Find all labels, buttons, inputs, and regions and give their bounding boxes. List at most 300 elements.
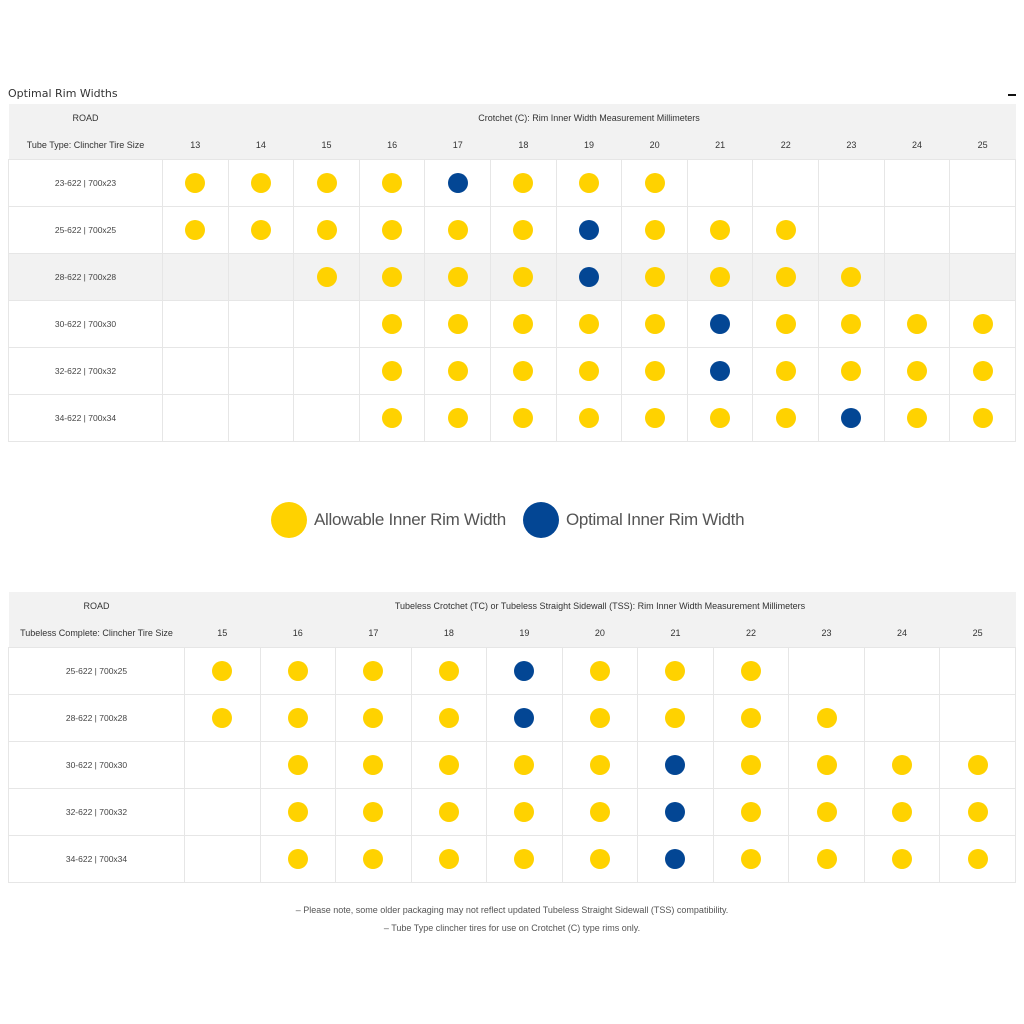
width-column-header: 25 [940, 619, 1016, 648]
width-cell [622, 160, 688, 207]
width-cell [228, 395, 294, 442]
allowable-dot-icon [382, 220, 402, 240]
allowable-dot-icon [513, 408, 533, 428]
size-column-label: Tube Type: Clincher Tire Size [9, 131, 163, 160]
allowable-dot-icon [590, 802, 610, 822]
allowable-dot-icon [579, 314, 599, 334]
width-cell [411, 648, 487, 695]
width-column-header: 18 [411, 619, 487, 648]
allowable-dot-icon [363, 661, 383, 681]
width-cell [622, 207, 688, 254]
allowable-dot-icon [968, 755, 988, 775]
tire-size-cell: 28-622 | 700x28 [9, 254, 163, 301]
width-cell [687, 160, 753, 207]
width-cell [487, 836, 563, 883]
allowable-dot-icon [645, 173, 665, 193]
width-cell [622, 254, 688, 301]
width-column-header: 23 [789, 619, 865, 648]
width-column-header: 18 [491, 131, 557, 160]
footnote: – Please note, some older packaging may not reflect updated Tubeless Straight Sidewall (TSS) compatibility. [295, 905, 729, 915]
width-cell [411, 836, 487, 883]
allowable-dot-icon [439, 708, 459, 728]
width-cell [884, 160, 950, 207]
allowable-dot-icon [212, 708, 232, 728]
footnote: – Tube Type clincher tires for use on Crotchet (C) type rims only. [383, 923, 641, 933]
allowable-dot-icon [382, 173, 402, 193]
table-row [9, 742, 1016, 789]
width-cell [336, 695, 412, 742]
width-cell [713, 742, 789, 789]
allowable-dot-icon [645, 314, 665, 334]
allowable-dot-icon [590, 849, 610, 869]
width-cell [556, 348, 622, 395]
width-cell [940, 742, 1016, 789]
allowable-dot-icon [710, 267, 730, 287]
allowable-dot-icon [665, 661, 685, 681]
table-header: Crotchet (C): Rim Inner Width Measurement Millimeters [163, 104, 1016, 131]
allowable-dot-icon [645, 220, 665, 240]
width-column-header: 23 [819, 131, 885, 160]
width-cell [638, 836, 714, 883]
width-cell [294, 254, 360, 301]
width-cell [260, 648, 336, 695]
width-cell [864, 789, 940, 836]
tire-size-cell: 30-622 | 700x30 [9, 742, 185, 789]
width-cell [687, 301, 753, 348]
table-category: ROAD [9, 104, 163, 131]
optimal-dot-icon [514, 708, 534, 728]
width-cell [411, 742, 487, 789]
width-cell [950, 395, 1016, 442]
allowable-dot-icon [907, 314, 927, 334]
width-cell [487, 648, 563, 695]
width-cell [819, 395, 885, 442]
allowable-dot-icon [448, 361, 468, 381]
allowable-dot-icon [288, 661, 308, 681]
allowable-dot-icon [579, 408, 599, 428]
width-column-header: 24 [864, 619, 940, 648]
allowable-dot-icon [741, 849, 761, 869]
width-cell [562, 648, 638, 695]
tubeless-rim-width-table [8, 592, 1016, 883]
width-column-header: 19 [487, 619, 563, 648]
width-cell [163, 395, 229, 442]
allowable-dot-icon [514, 802, 534, 822]
width-cell [336, 648, 412, 695]
allowable-dot-icon [741, 802, 761, 822]
width-cell [753, 395, 819, 442]
allowable-dot-icon [776, 314, 796, 334]
width-cell [713, 836, 789, 883]
allowable-dot-icon [907, 408, 927, 428]
width-cell [185, 695, 261, 742]
width-cell [789, 648, 865, 695]
width-cell [864, 648, 940, 695]
width-cell [819, 207, 885, 254]
table-row [9, 301, 1016, 348]
width-cell [228, 301, 294, 348]
width-cell [359, 254, 425, 301]
optimal-dot-icon [448, 173, 468, 193]
width-cell [819, 301, 885, 348]
width-cell [425, 160, 491, 207]
allowable-dot-icon [513, 267, 533, 287]
allowable-dot-icon [271, 502, 307, 538]
allowable-dot-icon [841, 314, 861, 334]
width-cell [491, 395, 557, 442]
width-cell [556, 254, 622, 301]
width-cell [789, 742, 865, 789]
table-row [9, 648, 1016, 695]
width-cell [753, 254, 819, 301]
table-category: ROAD [9, 592, 185, 619]
allowable-dot-icon [212, 661, 232, 681]
width-cell [940, 648, 1016, 695]
size-column-label: Tubeless Complete: Clincher Tire Size [9, 619, 185, 648]
allowable-dot-icon [439, 661, 459, 681]
width-cell [950, 301, 1016, 348]
width-cell [260, 836, 336, 883]
width-cell [940, 789, 1016, 836]
width-cell [789, 789, 865, 836]
allowable-dot-icon [317, 173, 337, 193]
width-cell [185, 648, 261, 695]
optimal-dot-icon [665, 849, 685, 869]
width-cell [487, 695, 563, 742]
allowable-dot-icon [973, 361, 993, 381]
allowable-dot-icon [363, 849, 383, 869]
allowable-dot-icon [645, 408, 665, 428]
width-column-header: 15 [185, 619, 261, 648]
width-cell [562, 742, 638, 789]
width-cell [819, 348, 885, 395]
optimal-dot-icon [710, 314, 730, 334]
width-cell [819, 254, 885, 301]
width-cell [491, 207, 557, 254]
allowable-dot-icon [363, 708, 383, 728]
width-column-header: 20 [562, 619, 638, 648]
width-cell [789, 695, 865, 742]
allowable-dot-icon [841, 361, 861, 381]
allowable-dot-icon [448, 267, 468, 287]
width-column-header: 24 [884, 131, 950, 160]
width-cell [491, 301, 557, 348]
table-header: Tubeless Crotchet (TC) or Tubeless Straight Sidewall (TSS): Rim Inner Width Measurement Millimeters [185, 592, 1016, 619]
tire-size-cell: 30-622 | 700x30 [9, 301, 163, 348]
allowable-dot-icon [382, 267, 402, 287]
width-cell [940, 695, 1016, 742]
width-cell [562, 789, 638, 836]
width-cell [884, 301, 950, 348]
width-column-header: 22 [713, 619, 789, 648]
width-cell [687, 395, 753, 442]
width-column-header: 19 [556, 131, 622, 160]
allowable-dot-icon [382, 314, 402, 334]
width-cell [163, 160, 229, 207]
allowable-dot-icon [288, 849, 308, 869]
width-cell [228, 207, 294, 254]
allowable-dot-icon [251, 173, 271, 193]
table-row [9, 836, 1016, 883]
allowable-dot-icon [645, 267, 665, 287]
width-cell [228, 160, 294, 207]
allowable-dot-icon [841, 267, 861, 287]
width-cell [687, 254, 753, 301]
width-cell [819, 160, 885, 207]
width-cell [864, 695, 940, 742]
optimal-dot-icon [579, 267, 599, 287]
width-cell [425, 207, 491, 254]
allowable-dot-icon [317, 220, 337, 240]
width-column-header: 13 [163, 131, 229, 160]
allowable-dot-icon [382, 408, 402, 428]
allowable-dot-icon [776, 220, 796, 240]
width-column-header: 17 [336, 619, 412, 648]
width-cell [294, 395, 360, 442]
allowable-dot-icon [741, 708, 761, 728]
width-cell [864, 836, 940, 883]
width-cell [294, 207, 360, 254]
allowable-dot-icon [741, 661, 761, 681]
allowable-dot-icon [382, 361, 402, 381]
width-cell [638, 742, 714, 789]
allowable-dot-icon [892, 849, 912, 869]
width-cell [556, 160, 622, 207]
allowable-dot-icon [439, 755, 459, 775]
width-cell [753, 301, 819, 348]
tire-size-cell: 32-622 | 700x32 [9, 348, 163, 395]
optimal-dot-icon [710, 361, 730, 381]
allowable-dot-icon [590, 708, 610, 728]
tire-size-cell: 28-622 | 700x28 [9, 695, 185, 742]
legend-allowable-label: Allowable Inner Rim Width [314, 510, 506, 529]
allowable-dot-icon [448, 314, 468, 334]
width-cell [864, 742, 940, 789]
width-column-header: 21 [638, 619, 714, 648]
table-row [9, 207, 1016, 254]
width-cell [359, 301, 425, 348]
width-cell [294, 301, 360, 348]
width-cell [185, 742, 261, 789]
width-cell [163, 301, 229, 348]
allowable-dot-icon [973, 408, 993, 428]
optimal-dot-icon [665, 802, 685, 822]
table-row [9, 160, 1016, 207]
width-cell [491, 348, 557, 395]
allowable-dot-icon [513, 173, 533, 193]
width-column-header: 16 [260, 619, 336, 648]
optimal-dot-icon [523, 502, 559, 538]
allowable-dot-icon [968, 849, 988, 869]
width-cell [713, 695, 789, 742]
tire-size-cell: 34-622 | 700x34 [9, 836, 185, 883]
width-column-header: 15 [294, 131, 360, 160]
width-cell [753, 160, 819, 207]
width-cell [491, 160, 557, 207]
allowable-dot-icon [817, 755, 837, 775]
width-cell [884, 395, 950, 442]
width-cell [294, 160, 360, 207]
tire-size-cell: 23-622 | 700x23 [9, 160, 163, 207]
width-cell [425, 348, 491, 395]
allowable-dot-icon [288, 755, 308, 775]
width-cell [556, 395, 622, 442]
width-cell [556, 301, 622, 348]
allowable-dot-icon [251, 220, 271, 240]
width-cell [185, 836, 261, 883]
width-cell [260, 742, 336, 789]
table-row [9, 395, 1016, 442]
allowable-dot-icon [514, 849, 534, 869]
section-title: Optimal Rim Widths [8, 87, 118, 100]
allowable-dot-icon [776, 408, 796, 428]
optimal-dot-icon [665, 755, 685, 775]
width-cell [753, 348, 819, 395]
optimal-dot-icon [841, 408, 861, 428]
allowable-dot-icon [817, 849, 837, 869]
width-cell [411, 789, 487, 836]
width-cell [359, 348, 425, 395]
allowable-dot-icon [514, 755, 534, 775]
allowable-dot-icon [439, 802, 459, 822]
width-cell [687, 348, 753, 395]
width-cell [950, 348, 1016, 395]
allowable-dot-icon [973, 314, 993, 334]
width-cell [562, 836, 638, 883]
allowable-dot-icon [513, 314, 533, 334]
width-column-header: 14 [228, 131, 294, 160]
width-cell [950, 160, 1016, 207]
allowable-dot-icon [448, 408, 468, 428]
width-cell [425, 254, 491, 301]
width-cell [260, 695, 336, 742]
allowable-dot-icon [579, 361, 599, 381]
width-cell [753, 207, 819, 254]
allowable-dot-icon [892, 802, 912, 822]
width-cell [884, 254, 950, 301]
legend [0, 502, 1024, 542]
allowable-dot-icon [448, 220, 468, 240]
width-cell [411, 695, 487, 742]
allowable-dot-icon [185, 220, 205, 240]
width-cell [487, 742, 563, 789]
allowable-dot-icon [741, 755, 761, 775]
width-column-header: 21 [687, 131, 753, 160]
width-cell [336, 742, 412, 789]
width-cell [260, 789, 336, 836]
allowable-dot-icon [710, 220, 730, 240]
allowable-dot-icon [288, 708, 308, 728]
width-cell [638, 789, 714, 836]
width-cell [556, 207, 622, 254]
width-cell [491, 254, 557, 301]
tire-size-cell: 25-622 | 700x25 [9, 648, 185, 695]
width-cell [425, 301, 491, 348]
width-cell [185, 789, 261, 836]
width-cell [789, 836, 865, 883]
width-cell [336, 789, 412, 836]
allowable-dot-icon [645, 361, 665, 381]
width-cell [425, 395, 491, 442]
allowable-dot-icon [907, 361, 927, 381]
width-cell [687, 207, 753, 254]
footnotes [0, 901, 1024, 937]
width-column-header: 16 [359, 131, 425, 160]
width-column-header: 22 [753, 131, 819, 160]
width-cell [884, 348, 950, 395]
width-cell [163, 348, 229, 395]
optimal-dot-icon [514, 661, 534, 681]
allowable-dot-icon [665, 708, 685, 728]
width-cell [713, 648, 789, 695]
tire-size-cell: 25-622 | 700x25 [9, 207, 163, 254]
allowable-dot-icon [363, 802, 383, 822]
width-column-header: 20 [622, 131, 688, 160]
allowable-dot-icon [288, 802, 308, 822]
width-cell [359, 207, 425, 254]
table-row [9, 254, 1016, 301]
width-cell [562, 695, 638, 742]
width-cell [163, 254, 229, 301]
width-cell [163, 207, 229, 254]
allowable-dot-icon [590, 661, 610, 681]
allowable-dot-icon [439, 849, 459, 869]
width-cell [622, 348, 688, 395]
width-cell [638, 695, 714, 742]
allowable-dot-icon [185, 173, 205, 193]
width-cell [940, 836, 1016, 883]
allowable-dot-icon [710, 408, 730, 428]
allowable-dot-icon [513, 361, 533, 381]
tube-type-rim-width-table [8, 104, 1016, 442]
tire-size-cell: 34-622 | 700x34 [9, 395, 163, 442]
table-row [9, 695, 1016, 742]
table-row [9, 348, 1016, 395]
collapse-icon[interactable] [1008, 94, 1016, 96]
section-header[interactable] [8, 86, 1016, 104]
width-cell [884, 207, 950, 254]
width-cell [950, 207, 1016, 254]
allowable-dot-icon [363, 755, 383, 775]
allowable-dot-icon [513, 220, 533, 240]
allowable-dot-icon [892, 755, 912, 775]
width-cell [359, 160, 425, 207]
width-cell [487, 789, 563, 836]
width-cell [359, 395, 425, 442]
width-cell [336, 836, 412, 883]
width-column-header: 25 [950, 131, 1016, 160]
allowable-dot-icon [776, 361, 796, 381]
width-cell [622, 301, 688, 348]
width-cell [294, 348, 360, 395]
allowable-dot-icon [776, 267, 796, 287]
width-cell [638, 648, 714, 695]
allowable-dot-icon [968, 802, 988, 822]
allowable-dot-icon [817, 802, 837, 822]
table-row [9, 789, 1016, 836]
allowable-dot-icon [817, 708, 837, 728]
tire-size-cell: 32-622 | 700x32 [9, 789, 185, 836]
allowable-dot-icon [590, 755, 610, 775]
optimal-dot-icon [579, 220, 599, 240]
width-cell [950, 254, 1016, 301]
width-cell [228, 348, 294, 395]
width-cell [228, 254, 294, 301]
legend-optimal-label: Optimal Inner Rim Width [566, 510, 745, 529]
allowable-dot-icon [317, 267, 337, 287]
width-cell [622, 395, 688, 442]
width-cell [713, 789, 789, 836]
